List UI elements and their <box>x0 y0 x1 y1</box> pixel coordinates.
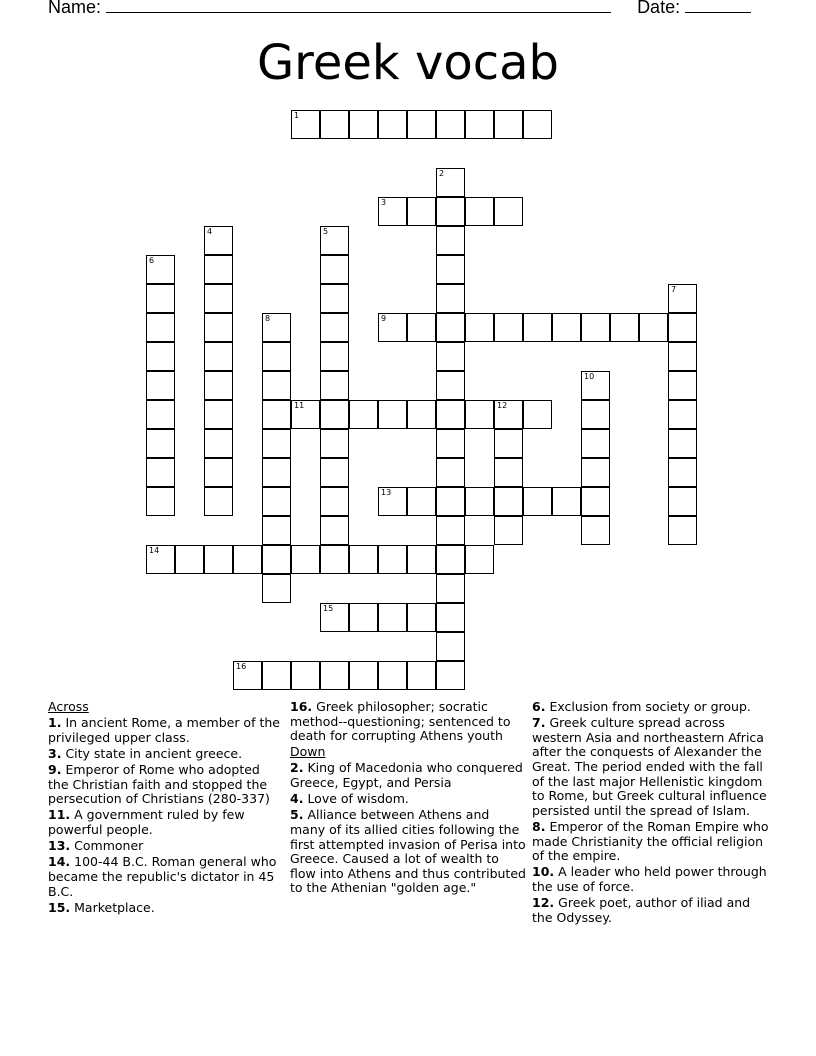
crossword-cell[interactable] <box>668 400 697 429</box>
clue-number: 3 <box>381 198 387 207</box>
clue-number: 9 <box>381 314 387 323</box>
clue-number: 7 <box>671 285 677 294</box>
crossword-cell[interactable] <box>668 458 697 487</box>
crossword-cell[interactable] <box>349 603 378 632</box>
date-label: Date: <box>637 0 681 17</box>
crossword-cell[interactable] <box>146 487 175 516</box>
crossword-cell[interactable] <box>581 429 610 458</box>
crossword-cell[interactable] <box>436 313 465 342</box>
crossword-cell[interactable] <box>204 371 233 400</box>
crossword-cell[interactable] <box>436 197 465 226</box>
crossword-cell[interactable] <box>378 487 407 516</box>
crossword-cell[interactable] <box>291 545 320 574</box>
crossword-cell[interactable] <box>552 313 581 342</box>
crossword-cell[interactable] <box>320 342 349 371</box>
across-heading: Across <box>48 699 89 714</box>
crossword-cell[interactable] <box>204 313 233 342</box>
crossword-cell[interactable] <box>494 429 523 458</box>
clue-number: 6 <box>149 256 155 265</box>
crossword-cell[interactable] <box>494 313 523 342</box>
crossword-cell[interactable] <box>320 371 349 400</box>
crossword-cell[interactable] <box>668 371 697 400</box>
crossword-cell[interactable] <box>436 632 465 661</box>
crossword-cell[interactable] <box>262 371 291 400</box>
crossword-cell[interactable] <box>233 661 262 690</box>
crossword-cell[interactable] <box>552 487 581 516</box>
crossword-cell[interactable] <box>668 487 697 516</box>
crossword-cell[interactable] <box>581 313 610 342</box>
clue-number: 8 <box>265 314 271 323</box>
crossword-cell[interactable] <box>291 110 320 139</box>
crossword-cell[interactable] <box>262 545 291 574</box>
crossword-cell[interactable] <box>146 371 175 400</box>
crossword-cell[interactable] <box>262 574 291 603</box>
crossword-cell[interactable] <box>146 400 175 429</box>
crossword-cell[interactable] <box>349 661 378 690</box>
crossword-cell[interactable] <box>262 429 291 458</box>
crossword-cell[interactable] <box>610 313 639 342</box>
crossword-cell[interactable] <box>175 545 204 574</box>
crossword-cell[interactable] <box>407 400 436 429</box>
crossword-cell[interactable] <box>146 429 175 458</box>
crossword-cell[interactable] <box>581 371 610 400</box>
crossword-cell[interactable] <box>436 342 465 371</box>
clue-number: 14 <box>149 546 160 555</box>
crossword-cell[interactable] <box>204 458 233 487</box>
crossword-cell[interactable] <box>320 487 349 516</box>
crossword-cell[interactable] <box>465 545 494 574</box>
crossword-cell[interactable] <box>407 545 436 574</box>
crossword-cell[interactable] <box>262 516 291 545</box>
crossword-cell[interactable] <box>320 458 349 487</box>
crossword-cell[interactable] <box>436 603 465 632</box>
clue: 3. City state in ancient greece. <box>48 745 243 761</box>
crossword-cell[interactable] <box>436 226 465 255</box>
down-heading: Down <box>290 744 326 760</box>
clue-number: 15 <box>323 604 334 613</box>
crossword-cell[interactable] <box>407 313 436 342</box>
crossword-cell[interactable] <box>581 516 610 545</box>
crossword-cell[interactable] <box>436 545 465 574</box>
crossword-cell[interactable] <box>320 603 349 632</box>
crossword-cell[interactable] <box>639 313 668 342</box>
clue: 16. Greek philosopher; socratic method--questioning; sentenced to death for corrupting Athens youth <box>290 699 511 744</box>
clue: 13. Commoner <box>48 838 144 854</box>
clue: 10. A leader who held power through the use of force. <box>532 864 767 894</box>
crossword-cell[interactable] <box>320 661 349 690</box>
crossword-cell[interactable] <box>204 342 233 371</box>
clue-number: 2 <box>439 169 445 178</box>
clue: 5. Alliance between Athens and many of its allied cities following the first attempted invasion of Perisa into Greece. Caused a lot of wealth to flow into Athens and thus contributed to the Athenian "golden age." <box>290 807 526 896</box>
crossword-cell[interactable] <box>407 603 436 632</box>
clue-number: 1 <box>294 111 300 120</box>
clue: 14. 100-44 B.C. Roman general who became the republic's dictator in 45 B.C. <box>48 854 277 899</box>
crossword-cell[interactable] <box>668 342 697 371</box>
crossword-cell[interactable] <box>523 313 552 342</box>
clue-number: 10 <box>584 372 595 381</box>
clue-number: 12 <box>497 401 508 410</box>
crossword-cell[interactable] <box>523 110 552 139</box>
crossword-cell[interactable] <box>436 110 465 139</box>
crossword-cell[interactable] <box>436 574 465 603</box>
crossword-cell[interactable] <box>465 197 494 226</box>
crossword-cell[interactable] <box>262 313 291 342</box>
crossword-cell[interactable] <box>320 284 349 313</box>
clue: 12. Greek poet, author of iliad and the Odyssey. <box>532 895 751 925</box>
clue: 4. Love of wisdom. <box>290 791 409 807</box>
crossword-cell[interactable] <box>436 516 465 545</box>
crossword-cell[interactable] <box>407 110 436 139</box>
crossword-cell[interactable] <box>204 429 233 458</box>
crossword-cell[interactable] <box>494 516 523 545</box>
crossword-cell[interactable] <box>204 284 233 313</box>
crossword-cell[interactable] <box>378 313 407 342</box>
crossword-cell[interactable] <box>320 226 349 255</box>
clue-number: 11 <box>294 401 305 410</box>
crossword-cell[interactable] <box>262 342 291 371</box>
crossword-cell[interactable] <box>407 661 436 690</box>
clue-number: 16 <box>236 662 247 671</box>
crossword-cell[interactable] <box>436 371 465 400</box>
crossword-cell[interactable] <box>204 487 233 516</box>
crossword-cell[interactable] <box>320 400 349 429</box>
clue: 15. Marketplace. <box>48 899 155 915</box>
crossword-cell[interactable] <box>407 487 436 516</box>
clue-number: 5 <box>323 227 329 236</box>
crossword-cell[interactable] <box>320 429 349 458</box>
crossword-cell[interactable] <box>262 400 291 429</box>
crossword-cell[interactable] <box>465 487 494 516</box>
crossword-cell[interactable] <box>204 545 233 574</box>
crossword-cell[interactable] <box>465 313 494 342</box>
crossword-cell[interactable] <box>262 487 291 516</box>
clues-column-1 <box>48 700 284 917</box>
crossword-cell[interactable] <box>320 110 349 139</box>
crossword-cell[interactable] <box>320 313 349 342</box>
crossword-cell[interactable] <box>146 545 175 574</box>
crossword-cell[interactable] <box>146 313 175 342</box>
crossword-cell[interactable] <box>378 603 407 632</box>
clue-number: 4 <box>207 227 213 236</box>
crossword-cell[interactable] <box>465 110 494 139</box>
crossword-cell[interactable] <box>581 487 610 516</box>
crossword-cell[interactable] <box>581 458 610 487</box>
crossword-cell[interactable] <box>494 458 523 487</box>
crossword-cell[interactable] <box>523 400 552 429</box>
crossword-cell[interactable] <box>494 400 523 429</box>
crossword-cell[interactable] <box>349 400 378 429</box>
crossword-cell[interactable] <box>378 661 407 690</box>
crossword-cell[interactable] <box>320 255 349 284</box>
crossword-cell[interactable] <box>465 400 494 429</box>
crossword-cell[interactable] <box>494 487 523 516</box>
crossword-cell[interactable] <box>494 110 523 139</box>
crossword-cell[interactable] <box>146 458 175 487</box>
crossword-cell[interactable] <box>146 255 175 284</box>
crossword-cell[interactable] <box>262 458 291 487</box>
name-label: Name: <box>48 0 102 17</box>
crossword-cell[interactable] <box>436 487 465 516</box>
crossword-cell[interactable] <box>436 255 465 284</box>
crossword-cell[interactable] <box>407 197 436 226</box>
crossword-cell[interactable] <box>204 255 233 284</box>
crossword-cell[interactable] <box>349 110 378 139</box>
clue: 11. A government ruled by few powerful people. <box>48 807 245 838</box>
crossword-cell[interactable] <box>494 197 523 226</box>
crossword-cell[interactable] <box>233 545 262 574</box>
crossword-cell[interactable] <box>668 429 697 458</box>
crossword-cell[interactable] <box>581 400 610 429</box>
crossword-cell[interactable] <box>291 400 320 429</box>
crossword-cell[interactable] <box>378 197 407 226</box>
crossword-cell[interactable] <box>436 458 465 487</box>
crossword-cell[interactable] <box>378 400 407 429</box>
clues-column-2 <box>290 700 528 898</box>
crossword-cell[interactable] <box>378 110 407 139</box>
clue: 7. Greek culture spread across western Asia and northeastern Africa after the conquests of Alexander the Great. The period ended with the fall of the last major Hellenistic kingdom to Rome, but Greek cultural influence persisted until the spread of Islam. <box>532 715 767 818</box>
page-title: Greek vocab <box>256 35 560 91</box>
clue: 2. King of Macedonia who conquered Greece, Egypt, and Persia <box>290 760 523 791</box>
clue: 6. Exclusion from society or group. <box>532 699 751 714</box>
crossword-cell[interactable] <box>204 226 233 255</box>
crossword-cell[interactable] <box>146 342 175 371</box>
crossword-cell[interactable] <box>146 284 175 313</box>
crossword-cell[interactable] <box>436 661 465 690</box>
crossword-cell[interactable] <box>668 284 697 313</box>
clue: 1. In ancient Rome, a member of the privileged upper class. <box>48 715 280 745</box>
crossword-cell[interactable] <box>320 516 349 545</box>
crossword-cell[interactable] <box>436 429 465 458</box>
clue: 9. Emperor of Rome who adopted the Christian faith and stopped the persecution of Christians (280-337) <box>48 762 270 807</box>
crossword-cell[interactable] <box>320 545 349 574</box>
crossword-cell[interactable] <box>349 545 378 574</box>
clues-column-3 <box>532 700 770 927</box>
crossword-cell[interactable] <box>291 661 320 690</box>
clue: 8. Emperor of the Roman Empire who made Christianity the official religion of the empire. <box>532 818 769 864</box>
crossword-cell[interactable] <box>523 487 552 516</box>
crossword-cell[interactable] <box>436 400 465 429</box>
crossword-cell[interactable] <box>378 545 407 574</box>
crossword-cell[interactable] <box>668 313 697 342</box>
crossword-cell[interactable] <box>436 168 465 197</box>
crossword-cell[interactable] <box>436 284 465 313</box>
crossword-cell[interactable] <box>262 661 291 690</box>
crossword-cell[interactable] <box>204 400 233 429</box>
crossword-cell[interactable] <box>668 516 697 545</box>
clue-number: 13 <box>381 488 392 497</box>
